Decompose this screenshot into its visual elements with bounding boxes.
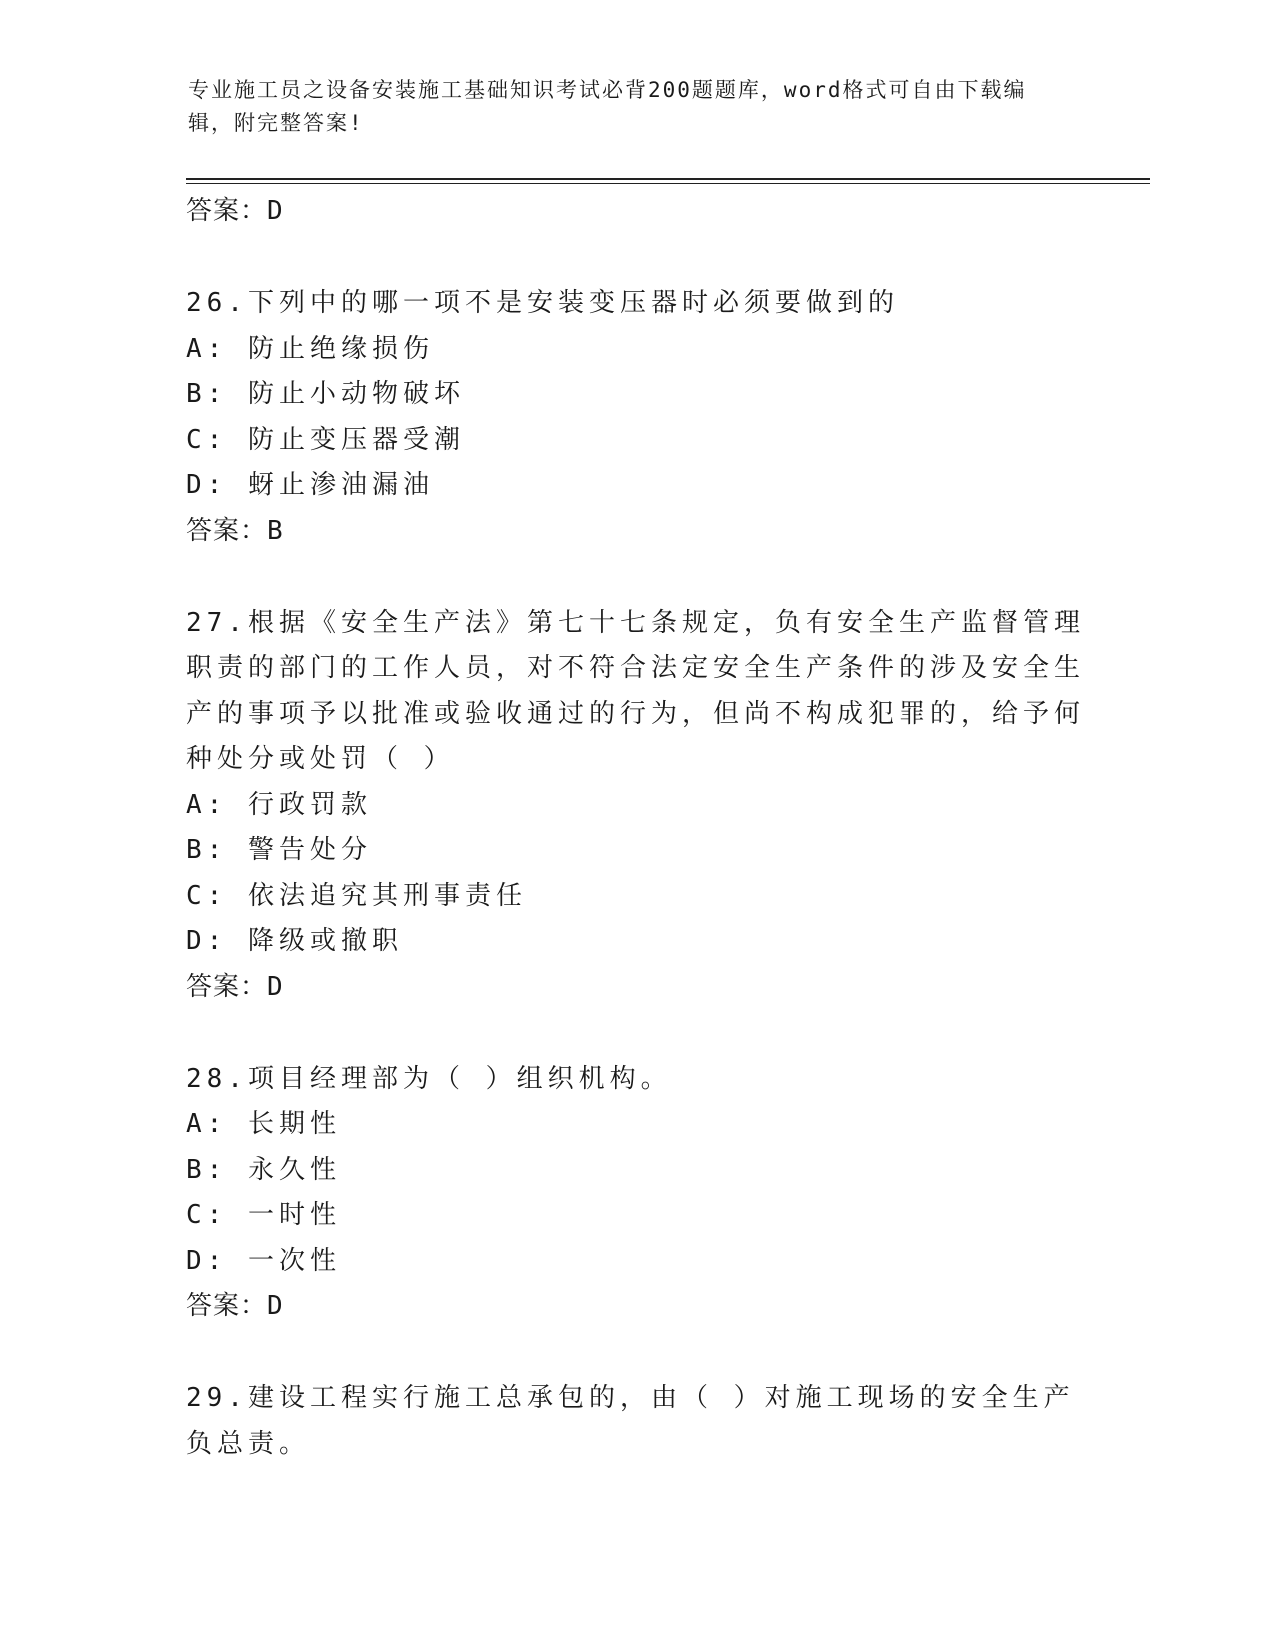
question-26-option-a: A: 防止绝缘损伤 xyxy=(186,333,434,364)
question-27: 27.根据《安全生产法》第七十七条规定，负有安全生产监督管理职责的部门的工作人员，对不符合法定安全生产条件的涉及安全生产的事项予以批准或验收通过的行为，但尚不构成犯罪的，给予何种处分或处罚（ ） xyxy=(186,607,1086,774)
header-rule-thin xyxy=(186,183,1150,184)
question-27-option-b: B: 警告处分 xyxy=(186,835,372,865)
question-28: 28.项目经理部为（ ）组织机构。 xyxy=(186,1063,672,1094)
answer-26: 答案：B xyxy=(186,515,284,546)
answer-28: 答案：D xyxy=(186,1291,284,1321)
question-26: 26.下列中的哪一项不是安装变压器时必须要做到的 xyxy=(186,288,899,318)
question-28-option-c: C: 一时性 xyxy=(186,1200,341,1230)
question-26-option-b: B: 防止小动物破坏 xyxy=(186,379,465,409)
question-28-option-b: B: 永久性 xyxy=(186,1154,341,1185)
answer-27: 答案：D xyxy=(186,971,284,1002)
question-27-option-a: A: 行政罚款 xyxy=(186,789,372,820)
question-29: 29.建设工程实行施工总承包的，由（ ）对施工现场的安全生产负总责。 xyxy=(186,1383,1075,1459)
question-27-option-d: D: 降级或撤职 xyxy=(186,926,403,956)
header-rule-thick xyxy=(186,178,1150,180)
question-list xyxy=(186,189,1086,1467)
question-28-option-a: A: 长期性 xyxy=(186,1109,341,1139)
document-header: 专业施工员之设备安装施工基础知识考试必背200题题库，word格式可自由下载编辑，附完整答案! xyxy=(188,78,1027,135)
question-28-option-d: D: 一次性 xyxy=(186,1245,341,1276)
answer-25: 答案：D xyxy=(186,196,284,226)
question-26-option-c: C: 防止变压器受潮 xyxy=(186,424,465,455)
question-27-option-c: C: 依法追究其刑事责任 xyxy=(186,880,527,911)
question-26-option-d: D: 蚜止渗油漏油 xyxy=(186,470,434,500)
